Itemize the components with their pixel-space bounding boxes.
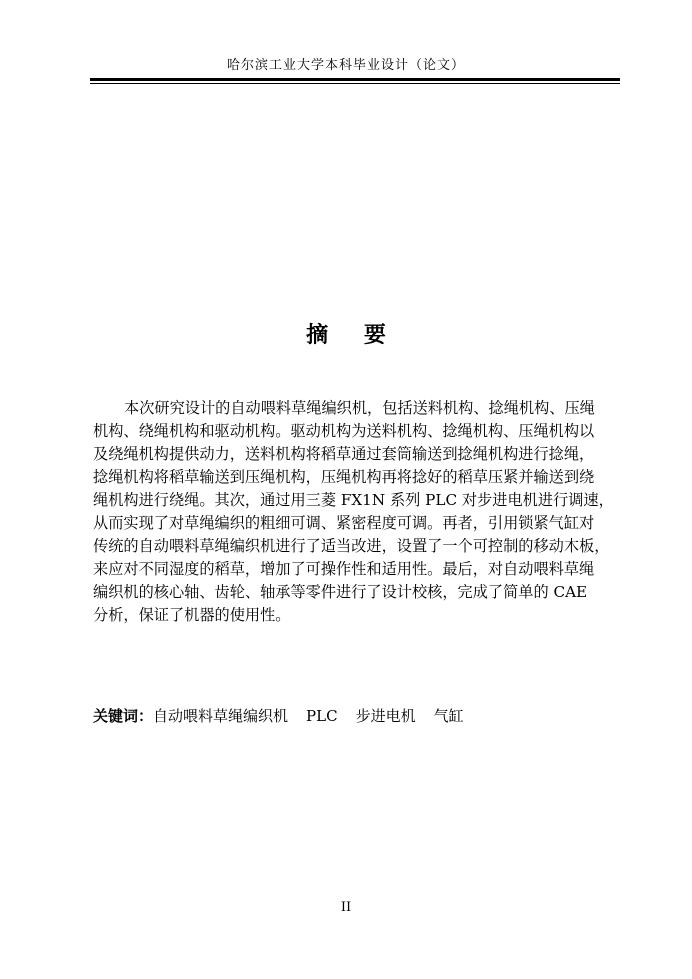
abstract-line: 来应对不同湿度的稻草，增加了可操作性和适用性。最后，对自动喂料草绳 xyxy=(93,560,595,578)
abstract-line: 分析，保证了机器的使用性。 xyxy=(93,606,291,624)
abstract-line: 及绕绳机构提供动力，送料机构将稻草通过套筒输送到捻绳机构进行捻绳， xyxy=(93,445,595,463)
abstract-line: 从而实现了对草绳编织的粗细可调、紧密程度可调。再者，引用锁紧气缸对 xyxy=(93,514,595,532)
header-rule-thick xyxy=(90,78,620,81)
abstract-line: 编织机的核心轴、齿轮、轴承等零件进行了设计校核，完成了简单的 CAE xyxy=(93,583,588,601)
abstract-heading: 摘 要 xyxy=(306,323,400,348)
keywords-label: 关键词： xyxy=(93,707,154,725)
keywords-line xyxy=(93,705,482,726)
keyword-item: 自动喂料草绳编织机 xyxy=(153,707,289,725)
abstract-line: 绳机构进行绕绳。其次，通过用三菱 FX1N 系列 PLC 对步进电机进行调速， xyxy=(93,491,614,509)
keyword-item: PLC xyxy=(306,707,338,725)
header-rule-thin xyxy=(90,83,620,84)
abstract-body xyxy=(93,397,619,627)
page-number: II xyxy=(340,900,352,915)
running-header: 哈尔滨工业大学本科毕业设计（论文） xyxy=(226,58,465,73)
keyword-item: 气缸 xyxy=(433,707,464,725)
abstract-line: 机构、绕绳机构和驱动机构。驱动机构为送料机构、捻绳机构、压绳机构以 xyxy=(93,422,595,440)
abstract-line: 本次研究设计的自动喂料草绳编织机，包括送料机构、捻绳机构、压绳 xyxy=(124,399,595,417)
abstract-line: 传统的自动喂料草绳编织机进行了适当改进，设置了一个可控制的移动木板， xyxy=(93,537,610,555)
keyword-item: 步进电机 xyxy=(355,707,416,725)
abstract-line: 捻绳机构将稻草输送到压绳机构，压绳机构再将捻好的稻草压紧并输送到绕 xyxy=(93,468,595,486)
